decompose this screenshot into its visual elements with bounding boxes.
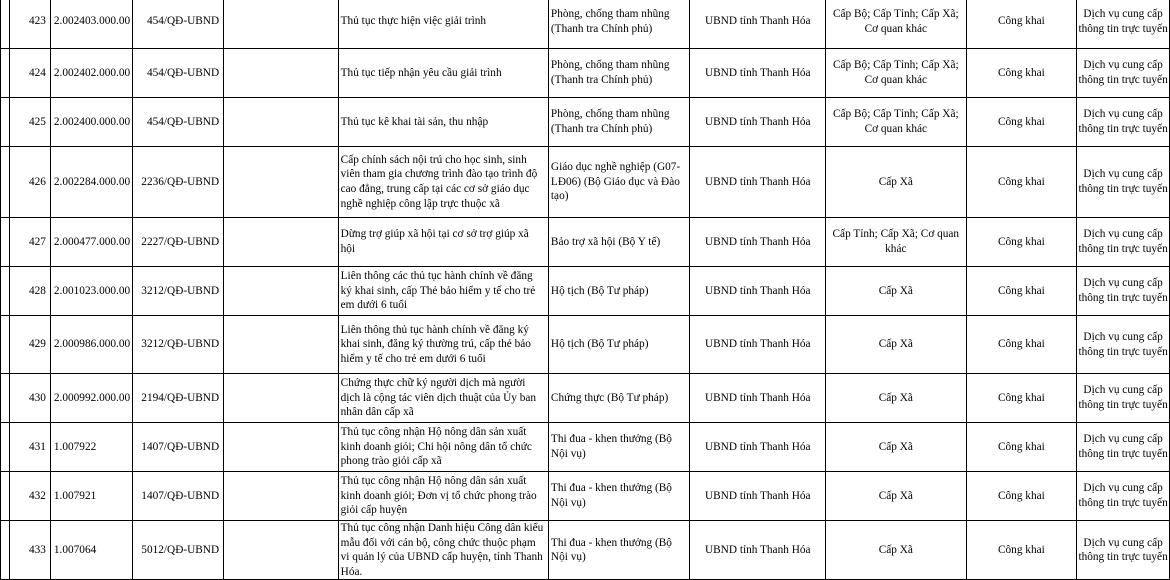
blank-cell [224,521,339,580]
procedure-field: Chứng thực (Bộ Tư pháp) [548,374,690,423]
service-level: Dịch vụ cung cấp thông tin trực tuyến [1077,267,1170,316]
gutter-cell [1,267,10,316]
procedure-field: Thi đua - khen thưởng (Bộ Nội vụ) [548,423,690,472]
table-row [1,98,1170,147]
implementation-level: Cấp Xã [826,472,967,521]
agency-name: UBND tỉnh Thanh Hóa [690,521,826,580]
table-body [1,0,1170,580]
agency-name: UBND tỉnh Thanh Hóa [690,472,826,521]
implementation-level: Cấp Bộ; Cấp Tỉnh; Cấp Xã; Cơ quan khác [826,98,967,147]
procedure-name: Cấp chính sách nội trú cho học sinh, sinh viên tham gia chương trình đào tạo trình độ cao đẳng, trung cấp tại các cơ sở giáo dục nghề nghiệp công lập trực thuộc xã [338,147,548,218]
order-number: 426 [9,147,50,218]
order-number: 427 [9,218,50,267]
service-level: Dịch vụ cung cấp thông tin trực tuyến [1077,472,1170,521]
procedure-code: 1.007921 [50,472,132,521]
decision-number: 5012/QĐ-UBND [133,521,224,580]
procedure-field: Bảo trợ xã hội (Bộ Y tế) [548,218,690,267]
procedure-field: Phòng, chống tham nhũng (Thanh tra Chính phủ) [548,0,690,49]
agency-name: UBND tỉnh Thanh Hóa [690,267,826,316]
procedure-name: Thủ tục tiếp nhận yêu cầu giải trình [338,49,548,98]
procedure-code: 2.000986.000.00 [50,316,132,374]
gutter-cell [1,49,10,98]
procedure-name: Thủ tục thực hiện việc giải trình [338,0,548,49]
table-row [1,49,1170,98]
procedure-code: 2.002284.000.00 [50,147,132,218]
agency-name: UBND tỉnh Thanh Hóa [690,374,826,423]
procedure-code: 2.001023.000.00 [50,267,132,316]
agency-name: UBND tỉnh Thanh Hóa [690,98,826,147]
procedure-field: Phòng, chống tham nhũng (Thanh tra Chính phủ) [548,49,690,98]
table-row [1,423,1170,472]
publication-status: Công khai [966,374,1077,423]
order-number: 432 [9,472,50,521]
procedure-name: Thủ tục công nhận Hộ nông dân sản xuất kinh doanh giỏi; Chi hội nông dân tổ chức phong trào giỏi cấp xã [338,423,548,472]
publication-status: Công khai [966,49,1077,98]
table-row [1,147,1170,218]
agency-name: UBND tỉnh Thanh Hóa [690,316,826,374]
publication-status: Công khai [966,423,1077,472]
procedure-field: Hộ tịch (Bộ Tư pháp) [548,316,690,374]
procedure-field: Phòng, chống tham nhũng (Thanh tra Chính phủ) [548,98,690,147]
blank-cell [224,423,339,472]
publication-status: Công khai [966,472,1077,521]
service-level: Dịch vụ cung cấp thông tin trực tuyến [1077,521,1170,580]
blank-cell [224,316,339,374]
decision-number: 2194/QĐ-UBND [133,374,224,423]
blank-cell [224,374,339,423]
decision-number: 1407/QĐ-UBND [133,472,224,521]
publication-status: Công khai [966,521,1077,580]
order-number: 424 [9,49,50,98]
table-row [1,316,1170,374]
implementation-level: Cấp Bộ; Cấp Tỉnh; Cấp Xã; Cơ quan khác [826,0,967,49]
service-level: Dịch vụ cung cấp thông tin trực tuyến [1077,218,1170,267]
service-level: Dịch vụ cung cấp thông tin trực tuyến [1077,0,1170,49]
decision-number: 3212/QĐ-UBND [133,316,224,374]
procedure-name: Thủ tục công nhận Hộ nông dân sản xuất kinh doanh giỏi; Đơn vị tổ chức phong trào giỏi cấp huyện [338,472,548,521]
decision-number: 454/QĐ-UBND [133,49,224,98]
agency-name: UBND tỉnh Thanh Hóa [690,218,826,267]
implementation-level: Cấp Tỉnh; Cấp Xã; Cơ quan khác [826,218,967,267]
order-number: 425 [9,98,50,147]
procedure-name: Chứng thực chữ ký người dịch mà người dịch là cộng tác viên dịch thuật của Ủy ban nhân dân cấp xã [338,374,548,423]
gutter-cell [1,98,10,147]
implementation-level: Cấp Xã [826,267,967,316]
order-number: 423 [9,0,50,49]
decision-number: 2236/QĐ-UBND [133,147,224,218]
decision-number: 2227/QĐ-UBND [133,218,224,267]
blank-cell [224,472,339,521]
procedure-name: Thủ tục kê khai tài sản, thu nhập [338,98,548,147]
procedure-field: Hộ tịch (Bộ Tư pháp) [548,267,690,316]
procedure-code: 2.002403.000.00 [50,0,132,49]
decision-number: 3212/QĐ-UBND [133,267,224,316]
decision-number: 1407/QĐ-UBND [133,423,224,472]
publication-status: Công khai [966,218,1077,267]
blank-cell [224,0,339,49]
decision-number: 454/QĐ-UBND [133,98,224,147]
agency-name: UBND tỉnh Thanh Hóa [690,423,826,472]
service-level: Dịch vụ cung cấp thông tin trực tuyến [1077,374,1170,423]
blank-cell [224,218,339,267]
implementation-level: Cấp Xã [826,147,967,218]
implementation-level: Cấp Bộ; Cấp Tỉnh; Cấp Xã; Cơ quan khác [826,49,967,98]
decision-number: 454/QĐ-UBND [133,0,224,49]
procedure-name: Dừng trợ giúp xã hội tại cơ sở trợ giúp xã hội [338,218,548,267]
gutter-cell [1,374,10,423]
procedure-code: 1.007922 [50,423,132,472]
blank-cell [224,98,339,147]
blank-cell [224,267,339,316]
procedure-code: 2.000477.000.00 [50,218,132,267]
gutter-cell [1,472,10,521]
table-row [1,521,1170,580]
publication-status: Công khai [966,316,1077,374]
table-row [1,472,1170,521]
procedure-name: Thủ tục công nhận Danh hiệu Công dân kiểu mẫu đối với cán bộ, công chức thuộc phạm vi quản lý của UBND cấp huyện, tỉnh Thanh Hóa. [338,521,548,580]
procedure-code: 2.002400.000.00 [50,98,132,147]
agency-name: UBND tỉnh Thanh Hóa [690,147,826,218]
implementation-level: Cấp Xã [826,316,967,374]
implementation-level: Cấp Xã [826,423,967,472]
procedure-code: 1.007064 [50,521,132,580]
gutter-cell [1,521,10,580]
blank-cell [224,49,339,98]
order-number: 433 [9,521,50,580]
procedure-code: 2.002402.000.00 [50,49,132,98]
publication-status: Công khai [966,98,1077,147]
table-row [1,0,1170,49]
agency-name: UBND tỉnh Thanh Hóa [690,0,826,49]
order-number: 429 [9,316,50,374]
procedure-field: Giáo dục nghề nghiệp (G07-LĐ06) (Bộ Giáo dục và Đào tạo) [548,147,690,218]
service-level: Dịch vụ cung cấp thông tin trực tuyến [1077,147,1170,218]
order-number: 428 [9,267,50,316]
gutter-cell [1,218,10,267]
order-number: 431 [9,423,50,472]
agency-name: UBND tỉnh Thanh Hóa [690,49,826,98]
procedure-field: Thi đua - khen thưởng (Bộ Nội vụ) [548,521,690,580]
implementation-level: Cấp Xã [826,374,967,423]
order-number: 430 [9,374,50,423]
procedure-code: 2.000992.000.00 [50,374,132,423]
table-row [1,218,1170,267]
gutter-cell [1,316,10,374]
procedure-name: Liên thông các thủ tục hành chính về đăng ký khai sinh, cấp Thẻ bảo hiểm y tế cho trẻ em dưới 6 tuổi [338,267,548,316]
service-level: Dịch vụ cung cấp thông tin trực tuyến [1077,423,1170,472]
table-row [1,374,1170,423]
service-level: Dịch vụ cung cấp thông tin trực tuyến [1077,49,1170,98]
service-level: Dịch vụ cung cấp thông tin trực tuyến [1077,98,1170,147]
procedure-name: Liên thông thủ tục hành chính về đăng ký khai sinh, đăng ký thường trú, cấp thẻ bảo hiểm y tế cho trẻ em dưới 6 tuổi [338,316,548,374]
gutter-cell [1,147,10,218]
table-row [1,267,1170,316]
gutter-cell [1,423,10,472]
publication-status: Công khai [966,0,1077,49]
blank-cell [224,147,339,218]
publication-status: Công khai [966,147,1077,218]
service-level: Dịch vụ cung cấp thông tin trực tuyến [1077,316,1170,374]
gutter-cell [1,0,10,49]
publication-status: Công khai [966,267,1077,316]
implementation-level: Cấp Xã [826,521,967,580]
procedure-field: Thi đua - khen thưởng (Bộ Nội vụ) [548,472,690,521]
